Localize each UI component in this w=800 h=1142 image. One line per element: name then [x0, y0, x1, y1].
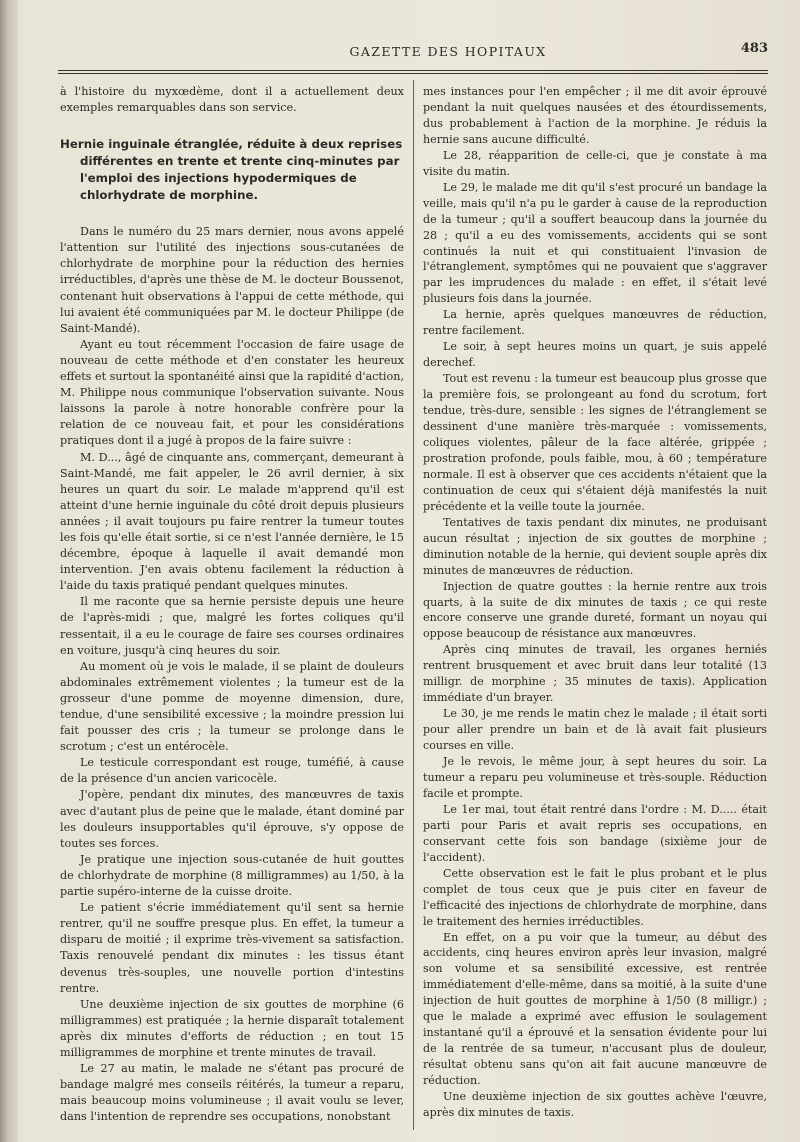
- paragraph: Ayant eu tout récemment l'occasion de faire usage de nouveau de cette méthode et d'en constater les heureux effets et surtout la spontanéité ainsi que la rapidité d'action, M. Philippe nous communique l'observation suivante. Nous laissons la parole à notre honorable confrère pour la relation de ce nouveau fait, et pour les considérations pratiques dont il a jugé à propos de la faire suivre :: [60, 337, 404, 448]
- paragraph: Après cinq minutes de travail, les organes herniés rentrent brusquement et avec bruit dans leur totalité (13 milligr. de morphine ; 35 minutes de taxis). Application immédiate d'un brayer.: [423, 643, 767, 705]
- header-rule-thick: [58, 70, 768, 71]
- paragraph: Une deuxième injection de six gouttes achève l'œuvre, après dix minutes de taxis.: [423, 1090, 767, 1119]
- right-column: [423, 84, 767, 1121]
- header-rule-thin: [58, 73, 768, 74]
- paragraph: Le 29, le malade me dit qu'il s'est procuré un bandage la veille, mais qu'il n'a pu le garder à cause de la reproduction de la tumeur ; qu'il a souffert beaucoup dans la journée du 28 ; qu'il a eu des vomissements, accidents qui se sont continués la nuit et qui constituaient l'invasion de l'étranglement, symptômes qui ne pouvaient que s'aggraver par les imprudences du malade : en effet, il s'était levé plusieurs fois dans la journée.: [423, 180, 767, 306]
- paragraph: M. D..., âgé de cinquante ans, commerçant, demeurant à Saint-Mandé, me fait appeler, le 26 avril dernier, à six heures un quart du soir. Le malade m'apprend qu'il est atteint d'une hernie inguinale du côté droit depuis plusieurs années ; il avait toujours pu faire rentrer la tumeur toutes les fois qu'elle était sortie, si ce n'est l'année dernière, le 15 décembre, époque à laquelle il avait demandé mon intervention. J'en avais obtenu facilement la réduction à l'aide du taxis pratiqué pendant quelques minutes.: [60, 450, 404, 593]
- page-header: [58, 41, 768, 64]
- paragraph: Je pratique une injection sous-cutanée de huit gouttes de chlorhydrate de morphine (8 milligrammes) au 1/50, à la partie supéro-interne de la cuisse droite.: [60, 852, 404, 899]
- paragraph: Le 27 au matin, le malade ne s'étant pas procuré de bandage malgré mes conseils réitérés, la tumeur a reparu, mais beaucoup moins volumineuse ; il avait voulu se lever, dans l'intention de reprendre ses occupations, nonobstant: [60, 1062, 404, 1124]
- paragraph: Le testicule correspondant est rouge, tuméfié, à cause de la présence d'un ancien varicocèle.: [60, 756, 404, 786]
- left-column: [60, 84, 404, 1125]
- paragraph: Le 28, réapparition de celle-ci, que je constate à ma visite du matin.: [423, 148, 767, 178]
- paragraph: Il me raconte que sa hernie persiste depuis une heure de l'après-midi ; que, malgré les fortes coliques qu'il ressentait, il a eu le courage de faire ses courses ordinaires en voiture, jusqu'à cinq heures du soir.: [60, 595, 404, 657]
- paragraph: Le 30, je me rends le matin chez le malade ; il était sorti pour aller prendre un bain et de là avait fait plusieurs courses en ville.: [423, 707, 767, 753]
- paragraph: Dans le numéro du 25 mars dernier, nous avons appelé l'attention sur l'utilité des injections sous-cutanées de chlorhydrate de morphine pour la réduction des hernies irréductibles, d'après une thèse de M. le docteur Boussenot, contenant huit observations à l'appui de cette méthode, qui lui avaient été communiquées par M. le docteur Philippe (de Saint-Mandé).: [60, 225, 404, 335]
- paragraph: Injection de quatre gouttes : la hernie rentre aux trois quarts, à la suite de dix minutes de taxis ; ce qui reste encore conserve une grande dureté, formant un noyau qui oppose beaucoup de résistance aux manœuvres.: [423, 579, 767, 641]
- paragraph: Le 1er mai, tout était rentré dans l'ordre : M. D..... était parti pour Paris et avait repris ses occupations, en conservant cette fois son bandage (sixième jour de l'accident).: [423, 802, 767, 864]
- paragraph: Une deuxième injection de six gouttes de morphine (6 milligrammes) est pratiquée ; la hernie disparaît totalement après dix minutes d'efforts de réduction ; en tout 15 milligrammes de morphine et trente minutes de travail.: [60, 997, 404, 1059]
- paragraph: Tentatives de taxis pendant dix minutes, ne produisant aucun résultat ; injection de six gouttes de morphine ; diminution notable de la hernie, qui devient souple après dix minutes de manœuvres de réduction.: [423, 515, 767, 577]
- paragraph: Tout est revenu : la tumeur est beaucoup plus grosse que la première fois, se prolongeant au fond du scrotum, fort tendue, très-dure, sensible : les signes de l'étranglement se dessinent d'une manière très-marquée : vomissements, coliques violentes, pâleur de la face altérée, grippée ; prostration profonde, pouls faible, mou, à 60 ; température normale. Il est à observer que ces accidents n'étaient que la continuation de ceux qui s'étaient déjà manifestés la nuit précédente et la veille toute la journée.: [423, 372, 767, 513]
- article-heading: Hernie inguinale étranglée, réduite à deux reprises différentes en trente et trente cinq-minutes par l'emploi des injections hypodermiques de chlorhydrate de morphine.: [60, 137, 403, 203]
- page-binding-edge: [0, 0, 18, 1142]
- running-title: GAZETTE DES HOPITAUX: [349, 44, 547, 59]
- paragraph: En effet, on a pu voir que la tumeur, au début des accidents, cinq heures environ après leur invasion, malgré son volume et sa sensibilité excessive, est rentrée immédiatement d'elle-même, dans sa moitié, à la suite d'une injection de huit gouttes de morphine à 1/50 (8 milligr.) ; que le malade a exprimé avec effusion le soulagement instantané qu'il a éprouvé et la sensation évidente pour lui de la rentrée de sa tumeur, n'accusant plus de douleur, résultat obtenu sans qu'on ait fait aucune manœuvre de réduction.: [423, 930, 767, 1088]
- paragraph: Le patient s'écrie immédiatement qu'il sent sa hernie rentrer, qu'il ne souffre presque plus. En effet, la tumeur a disparu de moitié ; il exprime très-vivement sa satisfaction. Taxis renouvelé pendant dix minutes : les tissus étant devenus très-souples, une nouvelle portion d'intestins rentre.: [60, 901, 404, 995]
- opening-paragraph: à l'histoire du myxœdème, dont il a actuellement deux exemples remarquables dans son service.: [60, 85, 404, 115]
- paragraph: Cette observation est le fait le plus probant et le plus complet de tous ceux que je puis citer en faveur de l'efficacité des injections de chlorhydrate de morphine, dans le traitement des hernies irréductibles.: [423, 866, 767, 928]
- paragraph: Au moment où je vois le malade, il se plaint de douleurs abdominales extrêmement violentes ; la tumeur est de la grosseur d'une pomme de moyenne dimension, dure, tendue, d'une sensibilité excessive ; la moindre pression lui fait pousser des cris ; la tumeur se prolonge dans le scrotum ; c'est un entérocèle.: [60, 659, 404, 754]
- continuation-paragraph: mes instances pour l'en empêcher ; il me dit avoir éprouvé pendant la nuit quelques nausées et des étourdissements, dus probablement à l'action de la morphine. Je réduis la hernie sans aucune difficulté.: [423, 85, 767, 146]
- paragraph: J'opère, pendant dix minutes, des manœuvres de taxis avec d'autant plus de peine que le malade, étant dominé par les douleurs insupportables qu'il éprouve, s'y oppose de toutes ses forces.: [60, 788, 404, 850]
- paragraph: Je le revois, le même jour, à sept heures du soir. La tumeur a reparu peu volumineuse et très-souple. Réduction facile et prompte.: [423, 755, 767, 800]
- column-divider: [413, 80, 414, 1130]
- paragraph: Le soir, à sept heures moins un quart, je suis appelé derechef.: [423, 340, 767, 370]
- page-number: 483: [740, 41, 768, 56]
- paragraph: La hernie, après quelques manœuvres de réduction, rentre facilement.: [423, 308, 767, 338]
